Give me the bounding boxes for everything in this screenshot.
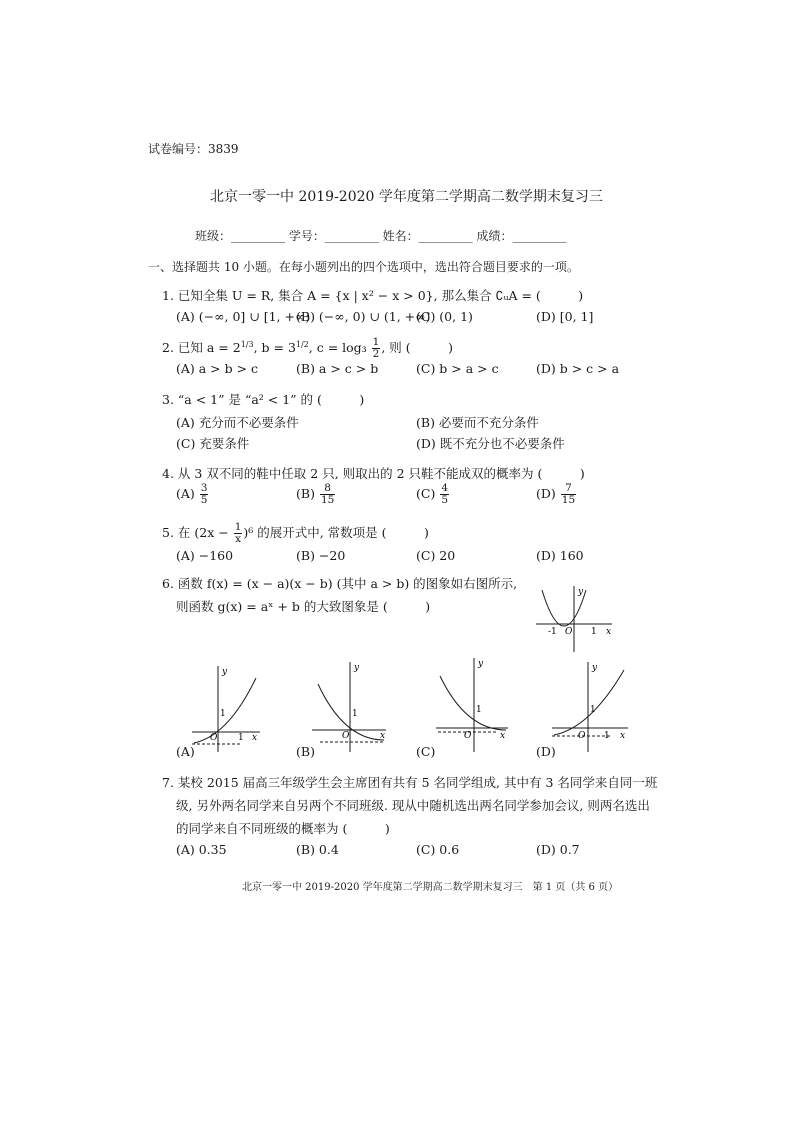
q6-graph-a [172,660,264,754]
page-footer: 北京一零一中 2019-2020 学年度第二学期高二数学期末复习三 第 1 页（共 6 页） [242,882,619,893]
svg-text:1: 1 [238,733,244,743]
question-5-stem: 5. 在 (2x − $\frac{1}{x}$ )⁶ 的展开式中, 常数项是 ( ) [162,521,429,545]
q2-exp-b: 1/2 [295,339,309,349]
q3-option-c: (C) 充要条件 [176,436,250,451]
svg-text:1: 1 [476,705,482,715]
q2-option-b: (B) a > c > b [296,361,379,376]
exam-number: 试卷编号：3839 [148,142,239,156]
svg-text:1: 1 [590,705,596,715]
q1-option-b: (B) (−∞, 0) ∪ (1, +∞) [296,309,431,324]
svg-text:x: x [252,733,258,743]
q7-option-b: (B) 0.4 [296,842,339,857]
q5-option-b: (B) −20 [296,548,346,563]
q7-option-d: (D) 0.7 [536,842,580,857]
svg-text:O: O [464,731,472,741]
q3-option-b: (B) 必要而不充分条件 [416,415,539,430]
question-7-line-3: 的同学来自不同班级的概率为 ( ) [176,821,390,836]
question-6-line-1: 6. 函数 f(x) = (x − a)(x − b) (其中 a > b) 的图象如右图所示, [162,576,518,591]
q2-option-d: (D) b > c > a [536,361,620,376]
ref-one-label: 1 [591,627,597,637]
ref-x-label: x [606,627,612,637]
q4-option-d: (D) $\frac{7}{15}$ [536,482,576,506]
svg-text:y: y [222,667,228,677]
q7-option-a: (A) 0.35 [176,842,227,857]
q2-option-c: (C) b > a > c [416,361,499,376]
svg-text:1: 1 [604,731,610,741]
svg-text:y: y [592,663,598,673]
q6-option-b-label: (B) [296,744,315,759]
q6-graph-d [538,656,632,754]
question-6-line-2: 则函数 g(x) = aˣ + b 的大致图象是 ( ) [176,599,431,614]
q3-option-a: (A) 充分而不必要条件 [176,415,299,430]
q4-option-a: (A) $\frac{3}{5}$ [176,482,208,506]
q4-option-c: (C) $\frac{4}{5}$ [416,482,448,506]
svg-text:y: y [478,659,484,669]
q2-stem-post: , 则 ( ) [381,340,454,355]
q2-stem-log: , c = log₃ [308,340,371,355]
q2-stem-mid: , b = 3 [253,340,296,355]
page-title: 北京一零一中 2019-2020 学年度第二学期高二数学期末复习三 [210,189,603,205]
svg-text:1: 1 [352,709,358,719]
svg-text:x: x [620,731,626,741]
question-7-line-2: 级, 另外两名同学来自另两个不同班级. 现从中随机选出两名同学参加会议, 则两名选出 [176,798,650,813]
question-4-stem: 4. 从 3 双不同的鞋中任取 2 只, 则取出的 2 只鞋不能成双的概率为 ( ) [162,466,585,481]
q6-reference-graph [534,584,614,654]
svg-text:1: 1 [220,709,226,719]
q1-option-a: (A) (−∞, 0] ∪ [1, +∞) [176,309,311,324]
q6-option-c-label: (C) [416,744,436,759]
q7-option-c: (C) 0.6 [416,842,460,857]
q5-option-a: (A) −160 [176,548,234,563]
student-info-line: 班级：_________ 学号：_________ 姓名：_________ 成绩：_________ [195,229,567,243]
section-heading: 一、选择题共 10 小题。在每小题列出的四个选项中，选出符合题目要求的一项。 [148,260,579,274]
question-1-stem: 1. 已知全集 U = R, 集合 A = {x | x² − x > 0}, 那么集合 ∁ᵤA = ( ) [162,288,584,303]
svg-text:O: O [578,731,586,741]
question-2-stem [162,337,453,360]
svg-text:O: O [342,731,350,741]
q5-option-c: (C) 20 [416,548,456,563]
ref-y-label: y [578,587,584,597]
q1-option-d: (D) [0, 1] [536,309,594,324]
q6-graph-c [418,654,512,754]
q2-fraction: $\frac{1}{2}$ [372,336,380,360]
q5-fraction: $\frac{1}{x}$ [234,521,242,545]
svg-text:x: x [380,731,386,741]
q2-stem-pre: 2. 已知 a = 2 [162,340,241,355]
ref-origin-label: O [565,627,573,637]
q6-graph-b [298,656,390,754]
q3-option-d: (D) 既不充分也不必要条件 [416,436,565,451]
q4-option-b: (B) $\frac{8}{15}$ [296,482,335,506]
question-7-line-1: 7. 某校 2015 届高三年级学生会主席团有共有 5 名同学组成, 其中有 3 名同学来自同一班 [162,775,658,790]
svg-text:y: y [354,663,360,673]
q5-option-d: (D) 160 [536,548,584,563]
q6-option-a-label: (A) [176,744,195,759]
question-3-stem: 3. “a < 1” 是 “a² < 1” 的 ( ) [162,392,365,407]
svg-text:O: O [210,733,218,743]
ref-neg-one-label: -1 [548,627,557,637]
q1-option-c: (C) (0, 1) [416,309,473,324]
q2-option-a: (A) a > b > c [176,361,259,376]
q2-exp-a: 1/3 [240,339,254,349]
q6-option-d-label: (D) [536,744,556,759]
svg-text:x: x [500,731,506,741]
